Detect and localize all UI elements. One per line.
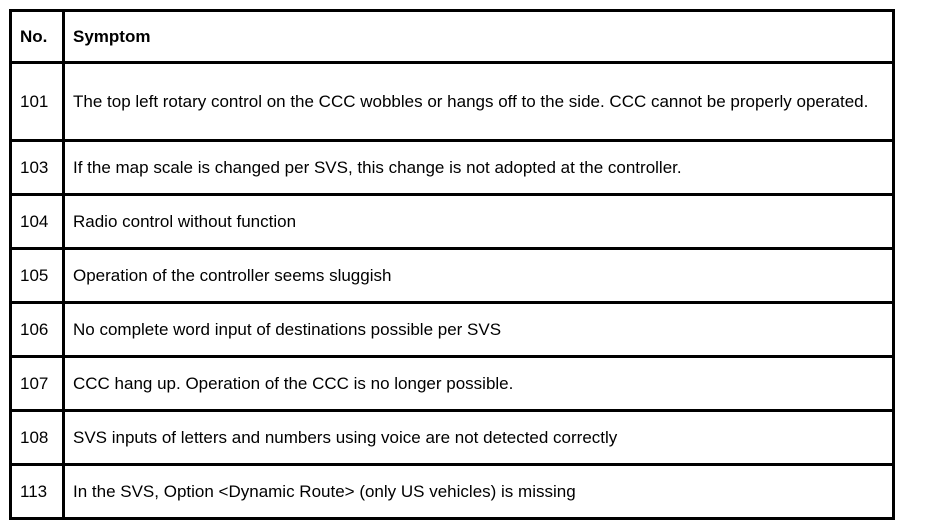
row-number: 108 xyxy=(11,411,64,465)
row-symptom: Radio control without function xyxy=(64,195,894,249)
row-symptom: The top left rotary control on the CCC wobbles or hangs off to the side. CCC cannot be properly operated. xyxy=(64,63,894,141)
row-symptom: SVS inputs of letters and numbers using voice are not detected correctly xyxy=(64,411,894,465)
row-symptom: No complete word input of destinations possible per SVS xyxy=(64,303,894,357)
table-row xyxy=(11,411,894,465)
row-number: 101 xyxy=(11,63,64,141)
row-symptom: CCC hang up. Operation of the CCC is no longer possible. xyxy=(64,357,894,411)
table-row xyxy=(11,141,894,195)
table-body xyxy=(11,63,894,519)
column-header-no: No. xyxy=(11,11,64,63)
table-row xyxy=(11,63,894,141)
table-row xyxy=(11,357,894,411)
column-header-symptom: Symptom xyxy=(64,11,894,63)
row-number: 106 xyxy=(11,303,64,357)
row-symptom: In the SVS, Option <Dynamic Route> (only US vehicles) is missing xyxy=(64,465,894,519)
row-number: 103 xyxy=(11,141,64,195)
row-number: 107 xyxy=(11,357,64,411)
row-number: 104 xyxy=(11,195,64,249)
table-row xyxy=(11,195,894,249)
symptom-table xyxy=(9,9,895,520)
row-symptom: If the map scale is changed per SVS, this change is not adopted at the controller. xyxy=(64,141,894,195)
table-header xyxy=(11,11,894,63)
table-row xyxy=(11,465,894,519)
symptom-table-container xyxy=(9,9,895,520)
row-symptom: Operation of the controller seems sluggish xyxy=(64,249,894,303)
row-number: 105 xyxy=(11,249,64,303)
table-row xyxy=(11,249,894,303)
table-row xyxy=(11,303,894,357)
row-number: 113 xyxy=(11,465,64,519)
header-row xyxy=(11,11,894,63)
